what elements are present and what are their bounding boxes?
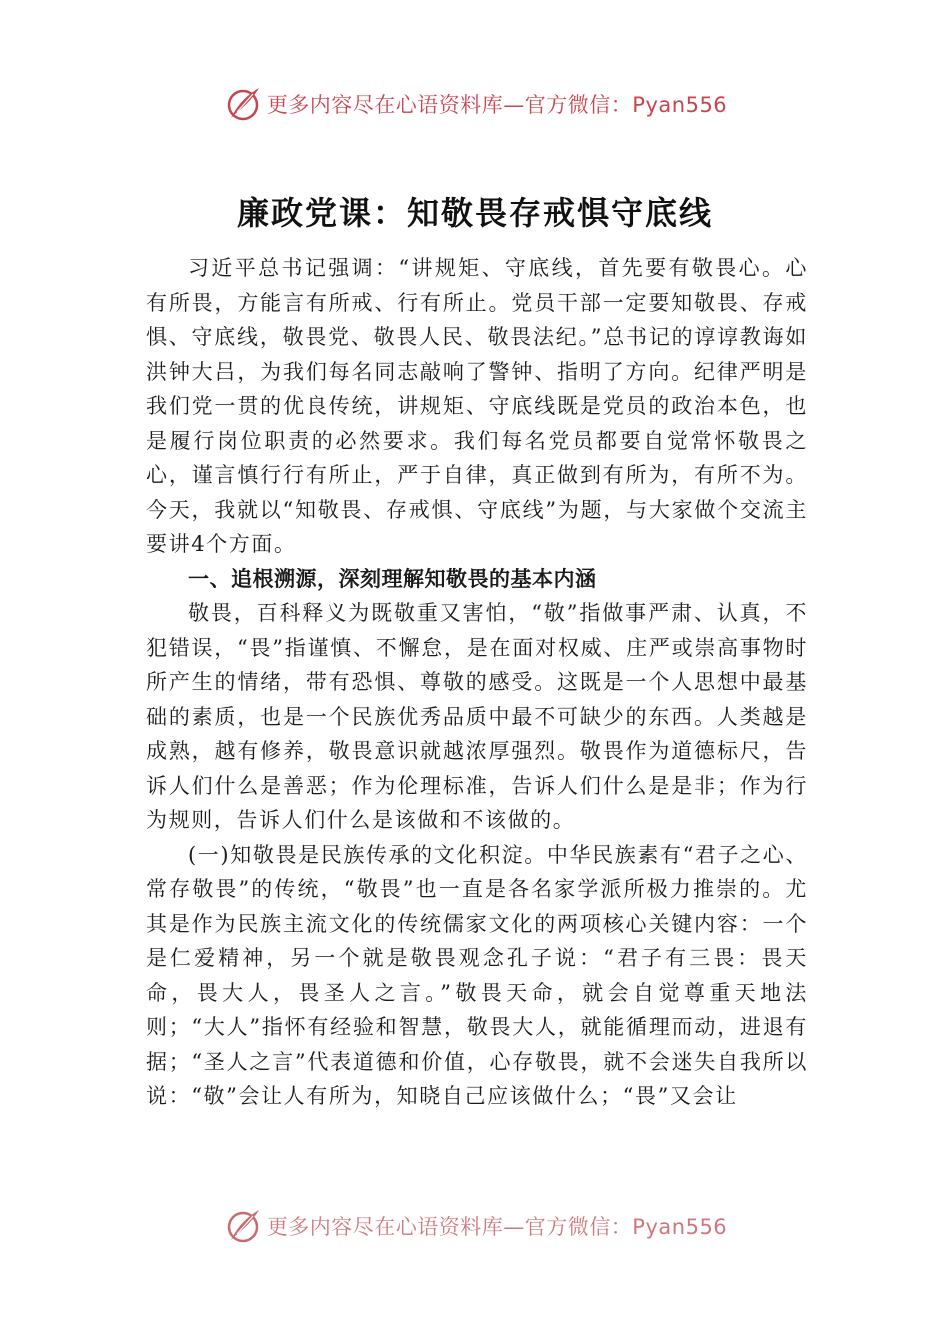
quill-logo-icon [223, 84, 263, 124]
document-body [146, 251, 808, 1114]
watermark-text: 更多内容尽在心语资料库—官方微信：Pyan556 [266, 93, 728, 117]
section-heading: 一、追根溯源，深刻理解知敬畏的基本内涵 [188, 566, 597, 591]
intro-paragraph: 习近平总书记强调：“讲规矩、守底线，首先要有敬畏心。心有所畏，方能言有所戒、行有所止。党员干部一定要知敬畏、存戒惧、守底线，敬畏党、敬畏人民、敬畏法纪。”总书记的谆谆教诲如洪钟大吕，为我们每名同志敲响了警钟、指明了方向。纪律严明是我们党一贯的优良传统，讲规矩、守底线既是党员的政治本色，也是履行岗位职责的必然要求。我们每名党员都要自觉常怀敬畏之心，谨言慎行行有所止，严于自律，真正做到有所为，有所不为。今天，我就以“知敬畏、存戒惧、守底线”为题，与大家做个交流主要讲4个方面。 [146, 256, 808, 556]
subsection-paragraph [146, 838, 808, 1114]
quill-logo-icon [223, 1206, 263, 1246]
watermark-footer [0, 1206, 950, 1246]
subsection-text: 中华民族素有“君子之心、常存敬畏”的传统，“敬畏”也一直是各名家学派所极力推崇的。尤其是作为民族主流文化的传统儒家文化的两项核心关键内容：一个是仁爱精神，另一个就是敬畏观念孔子说：“君子有三畏：畏天命，畏大人，畏圣人之言。”敬畏天命，就会自觉尊重天地法则；“大人”指怀有经验和智慧，敬畏大人，就能循理而动，进退有据；“圣人之言”代表道德和价值，心存敬畏，就不会迷失自我所以说：“敬”会让人有所为，知晓自己应该做什么；“畏”又会让 [146, 842, 808, 1108]
watermark-text: 更多内容尽在心语资料库—官方微信：Pyan556 [266, 1215, 728, 1239]
watermark-header [0, 84, 950, 124]
section-paragraph: 敬畏，百科释义为既敬重又害怕，“敬”指做事严肃、认真，不犯错误，“畏”指谨慎、不懈怠，是在面对权威、庄严或崇高事物时所产生的情绪，带有恐惧、尊敬的感受。这既是一个人思想中最基础的素质，也是一个民族优秀品质中最不可缺少的东西。人类越是成熟，越有修养，敬畏意识就越浓厚强烈。敬畏作为道德标尺，告诉人们什么是善恶；作为伦理标准，告诉人们什么是是非；作为行为规则，告诉人们什么是该做和不该做的。 [146, 601, 808, 832]
document-title: 廉政党课：知敬畏存戒惧守底线 [236, 194, 713, 232]
subsection-label: (一)知敬畏是民族传承的文化积淀。 [188, 842, 547, 867]
